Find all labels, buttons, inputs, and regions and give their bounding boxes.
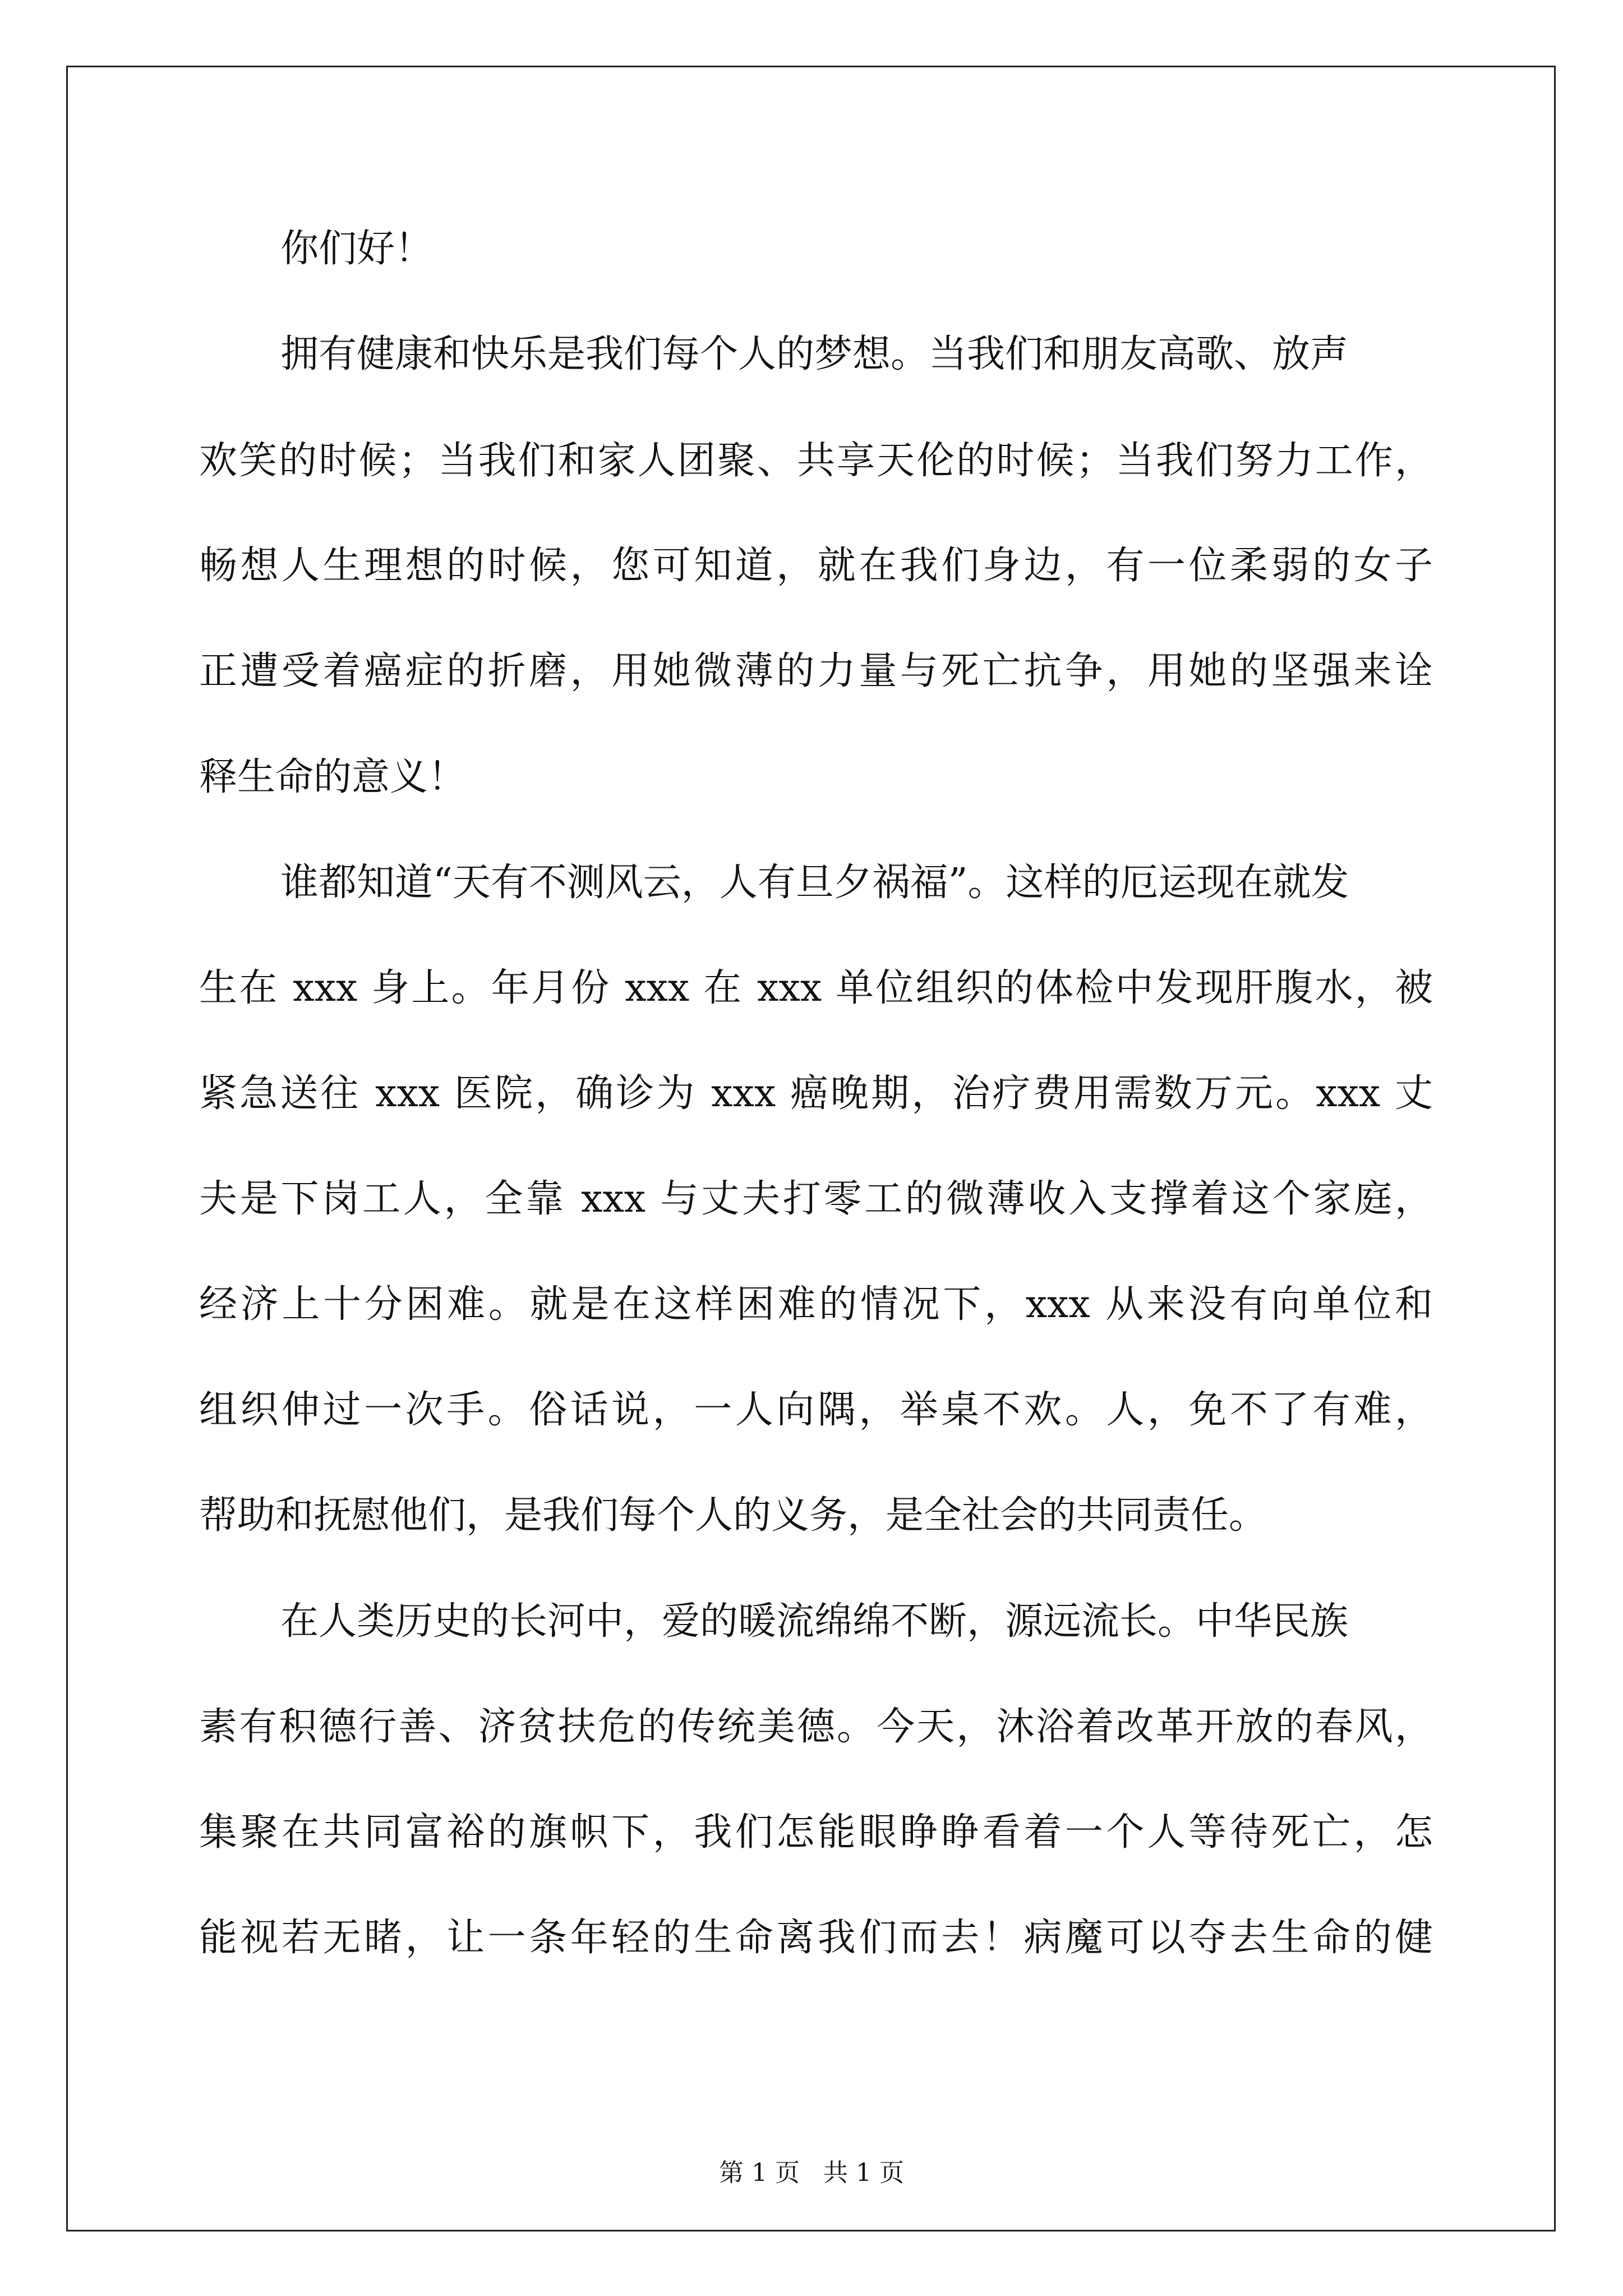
text-line: 正遭受着癌症的折磨，用她微薄的力量与死亡抗争，用她的坚强来诠 [199, 649, 1433, 693]
text-line: 你们好！ [280, 227, 434, 271]
text-line: 生在 xxx 身上。年月份 xxx 在 xxx 单位组织的体检中发现肝腹水，被 [199, 966, 1433, 1010]
text-line: 帮助和抚慰他们，是我们每个人的义务，是全社会的共同责任。 [199, 1493, 1267, 1538]
text-line: 谁都知道“天有不测风云，人有旦夕祸福”。这样的厄运现在就发 [280, 861, 1349, 905]
text-line: 集聚在共同富裕的旗帜下，我们怎能眼睁睁看着一个人等待死亡，怎 [199, 1810, 1433, 1855]
text-line: 夫是下岗工人，全靠 xxx 与丈夫打零工的微薄收入支撑着这个家庭， [199, 1177, 1433, 1221]
text-line: 在人类历史的长河中，爱的暖流绵绵不断，源远流长。中华民族 [280, 1599, 1349, 1644]
page-border [66, 66, 1556, 2231]
text-line: 畅想人生理想的时候，您可知道，就在我们身边，有一位柔弱的女子 [199, 544, 1433, 588]
text-line: 释生命的意义！ [199, 755, 467, 799]
text-line: 能视若无睹，让一条年轻的生命离我们而去！病魔可以夺去生命的健 [199, 1916, 1433, 1960]
text-line: 组织伸过一次手。俗话说，一人向隅，举桌不欢。人，免不了有难， [199, 1388, 1433, 1432]
page-number-footer: 第 1 页 共 1 页 [719, 2159, 904, 2187]
text-line: 经济上十分困难。就是在这样困难的情况下，xxx 从来没有向单位和 [199, 1282, 1433, 1327]
text-line: 紧急送往 xxx 医院，确诊为 xxx 癌晚期，治疗费用需数万元。xxx 丈 [199, 1071, 1433, 1116]
text-line: 欢笑的时候；当我们和家人团聚、共享天伦的时候；当我们努力工作， [199, 439, 1433, 483]
text-line: 拥有健康和快乐是我们每个人的梦想。当我们和朋友高歌、放声 [280, 332, 1349, 376]
text-line: 素有积德行善、济贫扶危的传统美德。今天，沐浴着改革开放的春风， [199, 1705, 1433, 1749]
